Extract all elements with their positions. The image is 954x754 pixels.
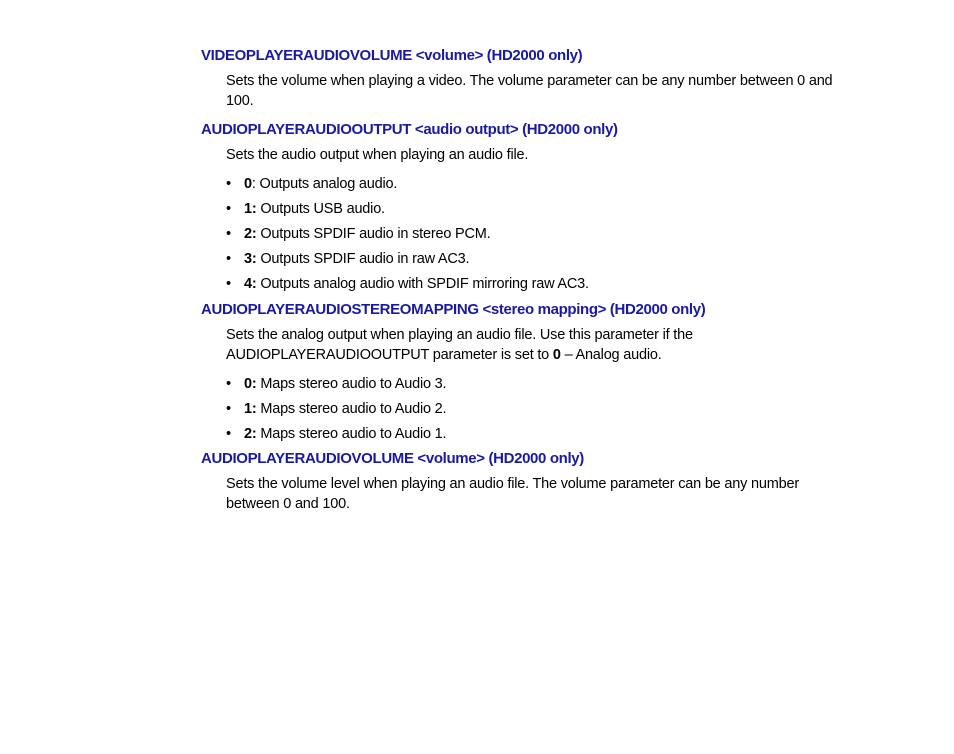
bullet-marker: • (226, 201, 231, 217)
section-description-audioplayeraudiostereomapping (226, 325, 856, 365)
description-line-2-pre: AUDIOPLAYERAUDIOOUTPUT parameter is set to (226, 347, 553, 363)
list-item (226, 174, 397, 194)
option-text: Maps stereo audio to Audio 3. (256, 376, 447, 392)
description-line-2-post: – Analog audio. (560, 347, 662, 363)
bullet-marker: • (226, 226, 231, 242)
section-heading-audioplayeraudiostereomapping: AUDIOPLAYERAUDIOSTEREOMAPPING <stereo mapping> (HD2000 only) (201, 301, 706, 318)
option-key: 0 (244, 176, 252, 192)
section-description-audioplayeraudiooutput: Sets the audio output when playing an audio file. (226, 147, 529, 163)
bullet-marker: • (226, 401, 231, 417)
bullet-marker: • (226, 176, 231, 192)
bullet-marker: • (226, 276, 231, 292)
option-key: 2: (244, 426, 257, 442)
list-item (226, 199, 385, 219)
option-text: Outputs USB audio. (256, 201, 385, 217)
section-heading-audioplayeraudiooutput: AUDIOPLAYERAUDIOOUTPUT <audio output> (HD2000 only) (201, 121, 618, 138)
list-item (226, 424, 446, 444)
description-line-2-bold: 0 (552, 347, 561, 363)
list-item (226, 399, 446, 419)
option-text: Outputs analog audio with SPDIF mirroring raw AC3. (256, 276, 589, 292)
option-key: 2: (244, 226, 257, 242)
list-item (226, 249, 469, 269)
option-key: 1: (244, 201, 257, 217)
option-key: 3: (244, 251, 257, 267)
option-key: 0: (244, 376, 257, 392)
section-description-audioplayeraudiovolume: Sets the volume level when playing an audio file. The volume parameter can be any number between 0 and 100. (226, 476, 799, 512)
option-key: 1: (244, 401, 257, 417)
bullet-marker: • (226, 376, 231, 392)
section-heading-videoplayeraudiovolume: VIDEOPLAYERAUDIOVOLUME <volume> (HD2000 only) (201, 47, 583, 64)
section-heading-audioplayeraudiovolume: AUDIOPLAYERAUDIOVOLUME <volume> (HD2000 only) (201, 450, 584, 467)
option-text: Outputs SPDIF audio in raw AC3. (256, 251, 470, 267)
option-text: Outputs SPDIF audio in stereo PCM. (256, 226, 491, 242)
option-text: : Outputs analog audio. (251, 176, 398, 192)
list-item (226, 224, 490, 244)
option-text: Maps stereo audio to Audio 2. (256, 401, 447, 417)
list-item (226, 274, 589, 294)
bullet-marker: • (226, 426, 231, 442)
section-description-videoplayeraudiovolume: Sets the volume when playing a video. The volume parameter can be any number between 0 and 100. (226, 73, 833, 109)
option-key: 4: (244, 276, 257, 292)
description-line-1: Sets the analog output when playing an audio file. Use this parameter if the (226, 327, 693, 343)
list-item (226, 374, 446, 394)
option-text: Maps stereo audio to Audio 1. (256, 426, 447, 442)
bullet-marker: • (226, 251, 231, 267)
